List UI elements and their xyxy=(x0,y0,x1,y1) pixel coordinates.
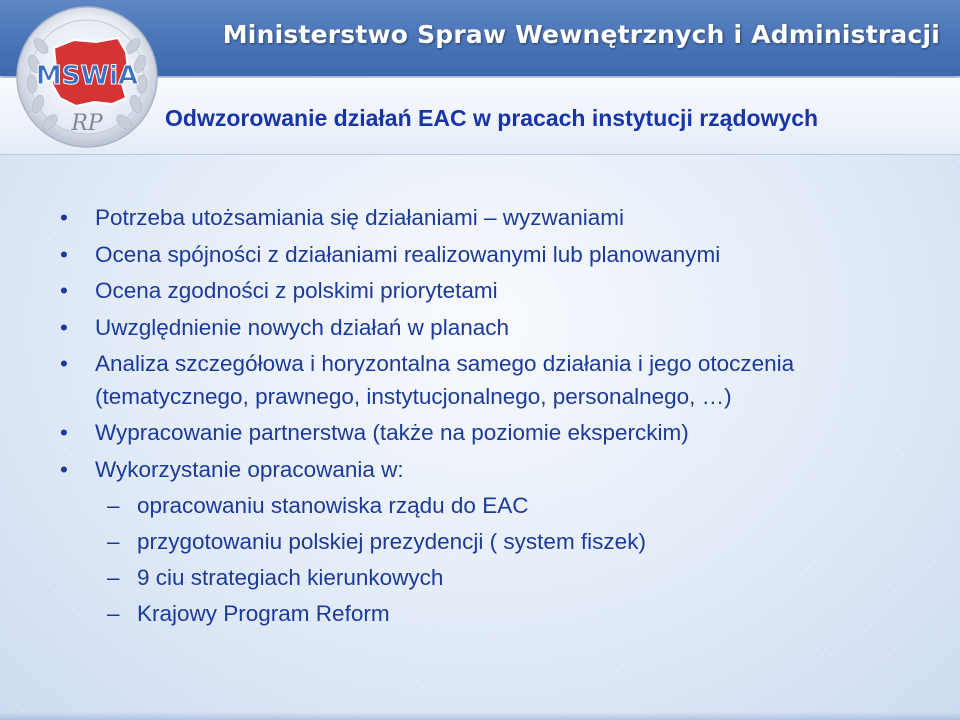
bullet-icon: • xyxy=(60,278,68,303)
logo-text: MSWiA xyxy=(35,61,139,91)
bullet-icon: • xyxy=(60,420,68,445)
list-item xyxy=(58,239,908,272)
mswia-logo xyxy=(14,4,160,150)
list-item xyxy=(58,202,908,235)
list-item xyxy=(58,417,908,450)
sub-list-item xyxy=(58,598,908,631)
bullet-icon: • xyxy=(60,205,68,230)
bullet-text: Uwzględnienie nowych działań w planach xyxy=(95,314,509,340)
dash-icon: – xyxy=(107,601,120,626)
dash-icon: – xyxy=(107,493,120,518)
bullet-text: Wypracowanie partnerstwa (także na poziomie eksperckim) xyxy=(95,420,689,445)
sub-list-item xyxy=(58,526,908,559)
slide-title: Odwzorowanie działań EAC w pracach instytucji rządowych xyxy=(165,105,819,131)
bullet-text: Ocena spójności z działaniami realizowanymi lub planowanymi xyxy=(95,241,721,267)
bullet-icon: • xyxy=(60,241,68,267)
list-item xyxy=(58,454,908,487)
bullet-icon: • xyxy=(60,314,68,340)
dash-icon: – xyxy=(107,565,120,590)
dash-icon: – xyxy=(107,529,120,554)
sub-list-item xyxy=(58,490,908,523)
sub-list-item xyxy=(58,562,908,595)
list-item xyxy=(58,348,908,413)
bullet-text: Potrzeba utożsamiania się działaniami – wyzwaniami xyxy=(95,205,624,230)
bullet-list xyxy=(58,202,908,634)
sub-bullet-text: opracowaniu stanowiska rządu do EAC xyxy=(137,493,529,518)
bullet-text: Ocena zgodności z polskimi priorytetami xyxy=(95,278,498,303)
bullet-text: Analiza szczegółowa i horyzontalna samego działania i jego otoczenia (tematycznego, prawnego, instytucjonalnego, personalnego, …) xyxy=(95,351,795,409)
mswia-emblem-icon xyxy=(14,4,160,150)
footer-line xyxy=(0,712,960,720)
bullet-icon: • xyxy=(60,456,68,482)
list-item xyxy=(58,275,908,308)
list-item xyxy=(58,312,908,345)
bullet-icon: • xyxy=(60,351,68,376)
sub-bullet-text: przygotowaniu polskiej prezydencji ( system fiszek) xyxy=(137,529,646,554)
ministry-name: Ministerstwo Spraw Wewnętrznych i Administracji xyxy=(222,20,940,49)
sub-bullet-text: 9 ciu strategiach kierunkowych xyxy=(137,565,444,590)
bullet-text: Wykorzystanie opracowania w: xyxy=(95,456,404,482)
sub-bullet-text: Krajowy Program Reform xyxy=(137,601,390,626)
logo-monogram: RP xyxy=(71,111,103,136)
